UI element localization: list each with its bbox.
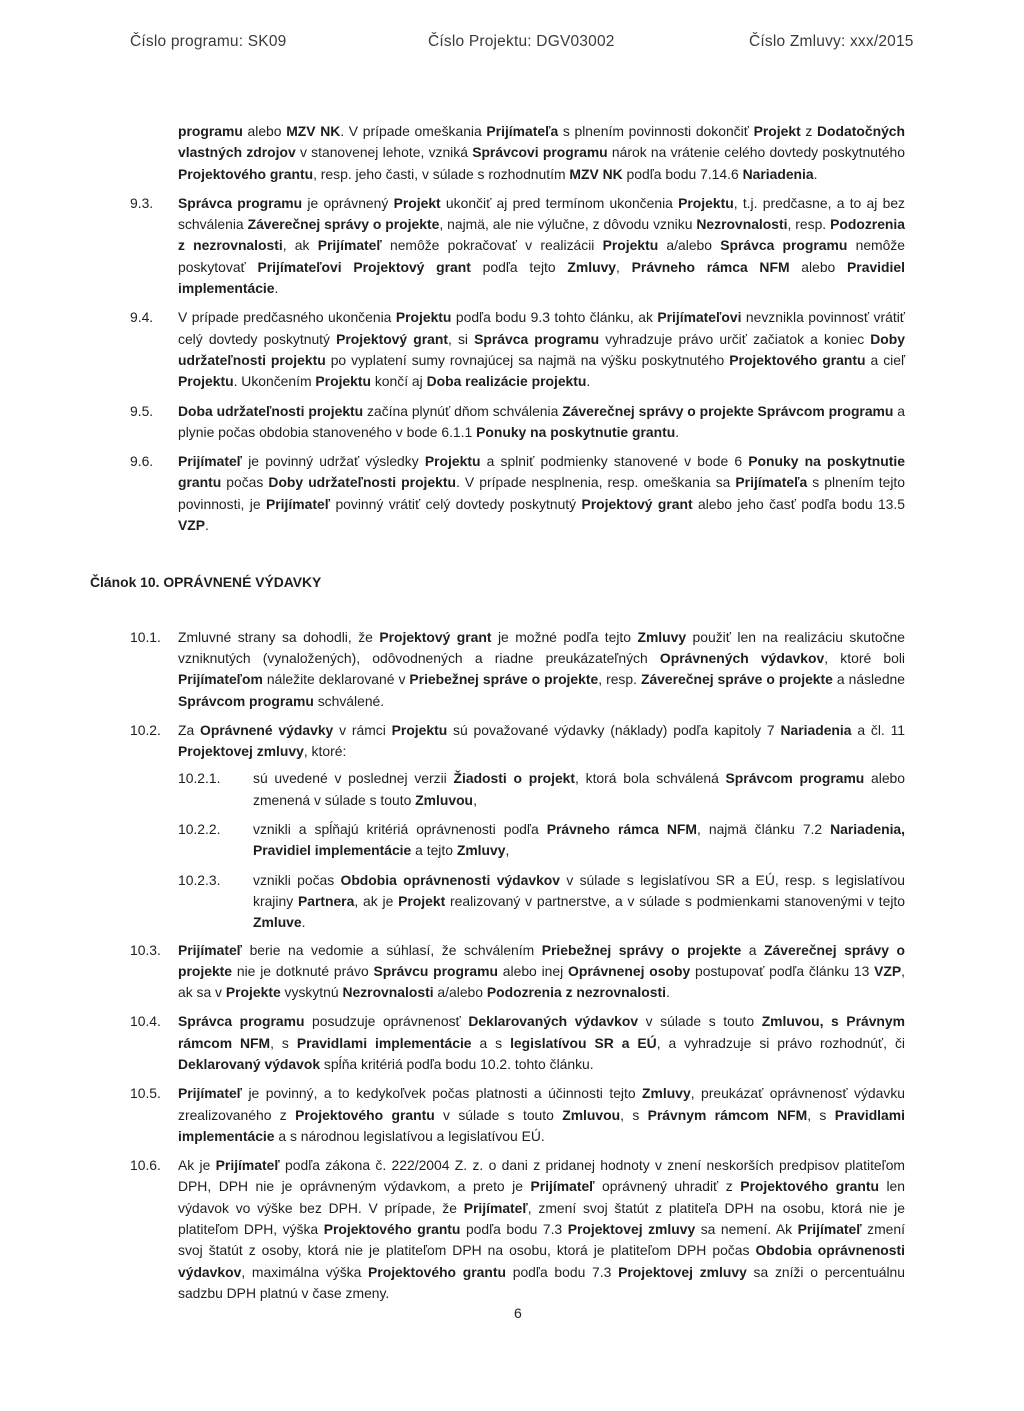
clause-number: 10.1. [130, 628, 161, 645]
clause-text: Za Oprávnené výdavky v rámci Projektu sú považované výdavky (náklady) podľa kapitoly 7 Nariadenia a čl. 11 Projektovej zmluvy, ktoré: [178, 721, 905, 760]
subclause-text: sú uvedené v poslednej verzii Žiadosti o projekt, ktorá bola schválená Správcom programu alebo zmenená v súlade s touto Zmluvou, [253, 770, 906, 808]
clause-number: 9.3. [130, 194, 154, 211]
clause-9-3 [130, 193, 905, 299]
contract-number: Číslo Zmluvy: xxx/2015 [749, 33, 914, 50]
clause-number: 9.4. [130, 309, 154, 326]
clause-number: 10.5. [130, 1085, 161, 1102]
clause-10-2 [130, 720, 905, 763]
clause-number: 10.4. [130, 1013, 161, 1030]
clause-10-4 [130, 1011, 905, 1075]
clause-9-5 [130, 401, 905, 444]
clause-number: 9.5. [130, 402, 154, 419]
clause-text: Prijímateľ je povinný, a to kedykoľvek počas platnosti a účinnosti tejto Zmluvy, preukázať oprávnenosť výdavku zrealizovaného z Projektového grantu v súlade s touto Zmluvou, s Právnym rámcom NFM, s Pravidlami implementácie a s národnou legislatívou a legislatívou EÚ. [178, 1085, 905, 1144]
subclause-text: vznikli a spĺňajú kritériá oprávnenosti podľa Právneho rámca NFM, najmä článku 7.2 Nariadenia, Pravidiel implementácie a tejto Zmluvy, [253, 821, 906, 859]
subclause-number: 10.2.2. [178, 821, 221, 838]
project-number: Číslo Projektu: DGV03002 [428, 33, 615, 50]
clause-text: Zmluvné strany sa dohodli, že Projektový grant je možné podľa tejto Zmluvy použiť len na realizáciu skutočne vzniknutých (vynaložených), odôvodnených a riadne preukázateľných Oprávnených výdavkov, ktoré boli Prijímateľom náležite deklarované v Priebežnej správe o projekte, resp. Záverečnej správe o projekte a následne Správcom programu schválené. [178, 628, 906, 709]
clause-10-3 [130, 940, 905, 1004]
clause-9-4 [130, 307, 905, 392]
clause-10-1 [130, 627, 905, 712]
subclause-number: 10.2.1. [178, 770, 221, 787]
subclause-10-2-2 [178, 819, 905, 862]
clause-text: Správca programu posudzuje oprávnenosť Deklarovaných výdavkov v súlade s touto Zmluvou, s Právnym rámcom NFM, s Pravidlami implementácie a s legislatívou SR a EÚ, a vyhradzuje si právo rozhodnúť, či Deklarovaný výdavok spĺňa kritériá podľa bodu 10.2. tohto článku. [178, 1013, 905, 1072]
clause-text: Prijímateľ je povinný udržať výsledky Projektu a splniť podmienky stanovené v bode 6 Ponuky na poskytnutie grantu počas Doby udržateľnosti projektu. V prípade nesplnenia, resp. omeškania sa Prijímateľa s plnením tejto povinnosti, je Prijímateľ povinný vrátiť celý dovtedy poskytnutý Projektový grant alebo jeho časť podľa bodu 13.5 VZP. [178, 453, 905, 534]
document-body [90, 121, 906, 1304]
clause-number: 10.2. [130, 721, 161, 738]
subclause-number: 10.2.3. [178, 871, 221, 888]
program-number: Číslo programu: SK09 [130, 33, 287, 50]
subclause-text: vznikli počas Obdobia oprávnenosti výdavkov v súlade s legislatívou SR a EÚ, resp. s legislatívou krajiny Partnera, ak je Projekt realizovaný v partnerstve, a v súlade s podmienkami stanovenými v tejto Zmluve. [253, 871, 906, 931]
clause-text: Doba udržateľnosti projektu začína plynúť dňom schválenia Záverečnej správy o projekte Správcom programu a plynie počas obdobia stanoveného v bode 6.1.1 Ponuky na poskytnutie grantu. [178, 402, 905, 440]
subclause-10-2-1 [178, 768, 905, 811]
clause-number: 10.3. [130, 941, 161, 958]
clause-9-6 [130, 451, 905, 536]
page-number: 6 [514, 1305, 522, 1321]
clause-10-6 [130, 1155, 905, 1304]
clause-10-5 [130, 1083, 905, 1147]
subclause-10-2-3 [178, 870, 905, 934]
clause-number: 9.6. [130, 453, 154, 470]
clause-text: Správca programu je oprávnený Projekt ukončiť aj pred termínom ukončenia Projektu, t.j. predčasne, a to aj bez schválenia Záverečnej správy o projekte, najmä, ale nie výlučne, z dôvodu vzniku Nezrovnalosti, resp. Podozrenia z nezrovnalosti, ak Prijímateľ nemôže pokračovať v realizácii Projektu a/alebo Správca programu nemôže poskytovať Prijímateľovi Projektový grant podľa tejto Zmluvy, Právneho rámca NFM alebo Pravidiel implementácie. [178, 194, 906, 297]
clause-text: Prijímateľ berie na vedomie a súhlasí, že schválením Priebežnej správy o projekte a Záverečnej správy o projekte nie je dotknuté právo Správcu programu alebo inej Oprávnenej osoby postupovať podľa článku 13 VZP, ak sa v Projekte vyskytnú Nezrovnalosti a/alebo Podozrenia z nezrovnalosti. [178, 941, 905, 1001]
clause-text: V prípade predčasného ukončenia Projektu podľa bodu 9.3 tohto článku, ak Prijímateľovi nevznikla povinnosť vrátiť celý dovtedy poskytnutý Projektový grant, si Správca programu vyhradzuje právo určiť začiatok a koniec Doby udržateľnosti projektu po vyplatení sumy rovnajúcej sa najmä na výšku poskytnutého Projektového grantu a cieľ Projektu. Ukončením Projektu končí aj Doba realizácie projektu. [178, 309, 905, 390]
continued-paragraph: programu alebo MZV NK. V prípade omeškania Prijímateľa s plnením povinnosti dokončiť Projekt z Dodatočných vlastných zdrojov v stanovenej lehote, vzniká Správcovi programu nárok na vrátenie celého dovtedy poskytnutého Projektového grantu, resp. jeho časti, v súlade s rozhodnutím MZV NK podľa bodu 7.14.6 Nariadenia. [178, 123, 905, 182]
clause-number: 10.6. [130, 1157, 161, 1174]
article-heading: Článok 10. OPRÁVNENÉ VÝDAVKY [90, 574, 322, 591]
clause-text: Ak je Prijímateľ podľa zákona č. 222/2004 Z. z. o dani z pridanej hodnoty v znení neskorších predpisov platiteľom DPH, DPH nie je oprávneným výdavkom, a preto je Prijímateľ oprávnený uhradiť z Projektového grantu len výdavok vo výške bez DPH. V prípade, že Prijímateľ, zmení svoj štatút z platiteľa DPH na osobu, ktorá nie je platiteľom DPH, výška Projektového grantu podľa bodu 7.3 Projektovej zmluvy sa nemení. Ak Prijímateľ zmení svoj štatút z osoby, ktorá nie je platiteľom DPH na osobu, ktorá je platiteľom DPH počas Obdobia oprávnenosti výdavkov, maximálna výška Projektového grantu podľa bodu 7.3 Projektovej zmluvy sa zníži o percentuálnu sadzbu DPH platnú v čase zmeny. [178, 1157, 906, 1301]
